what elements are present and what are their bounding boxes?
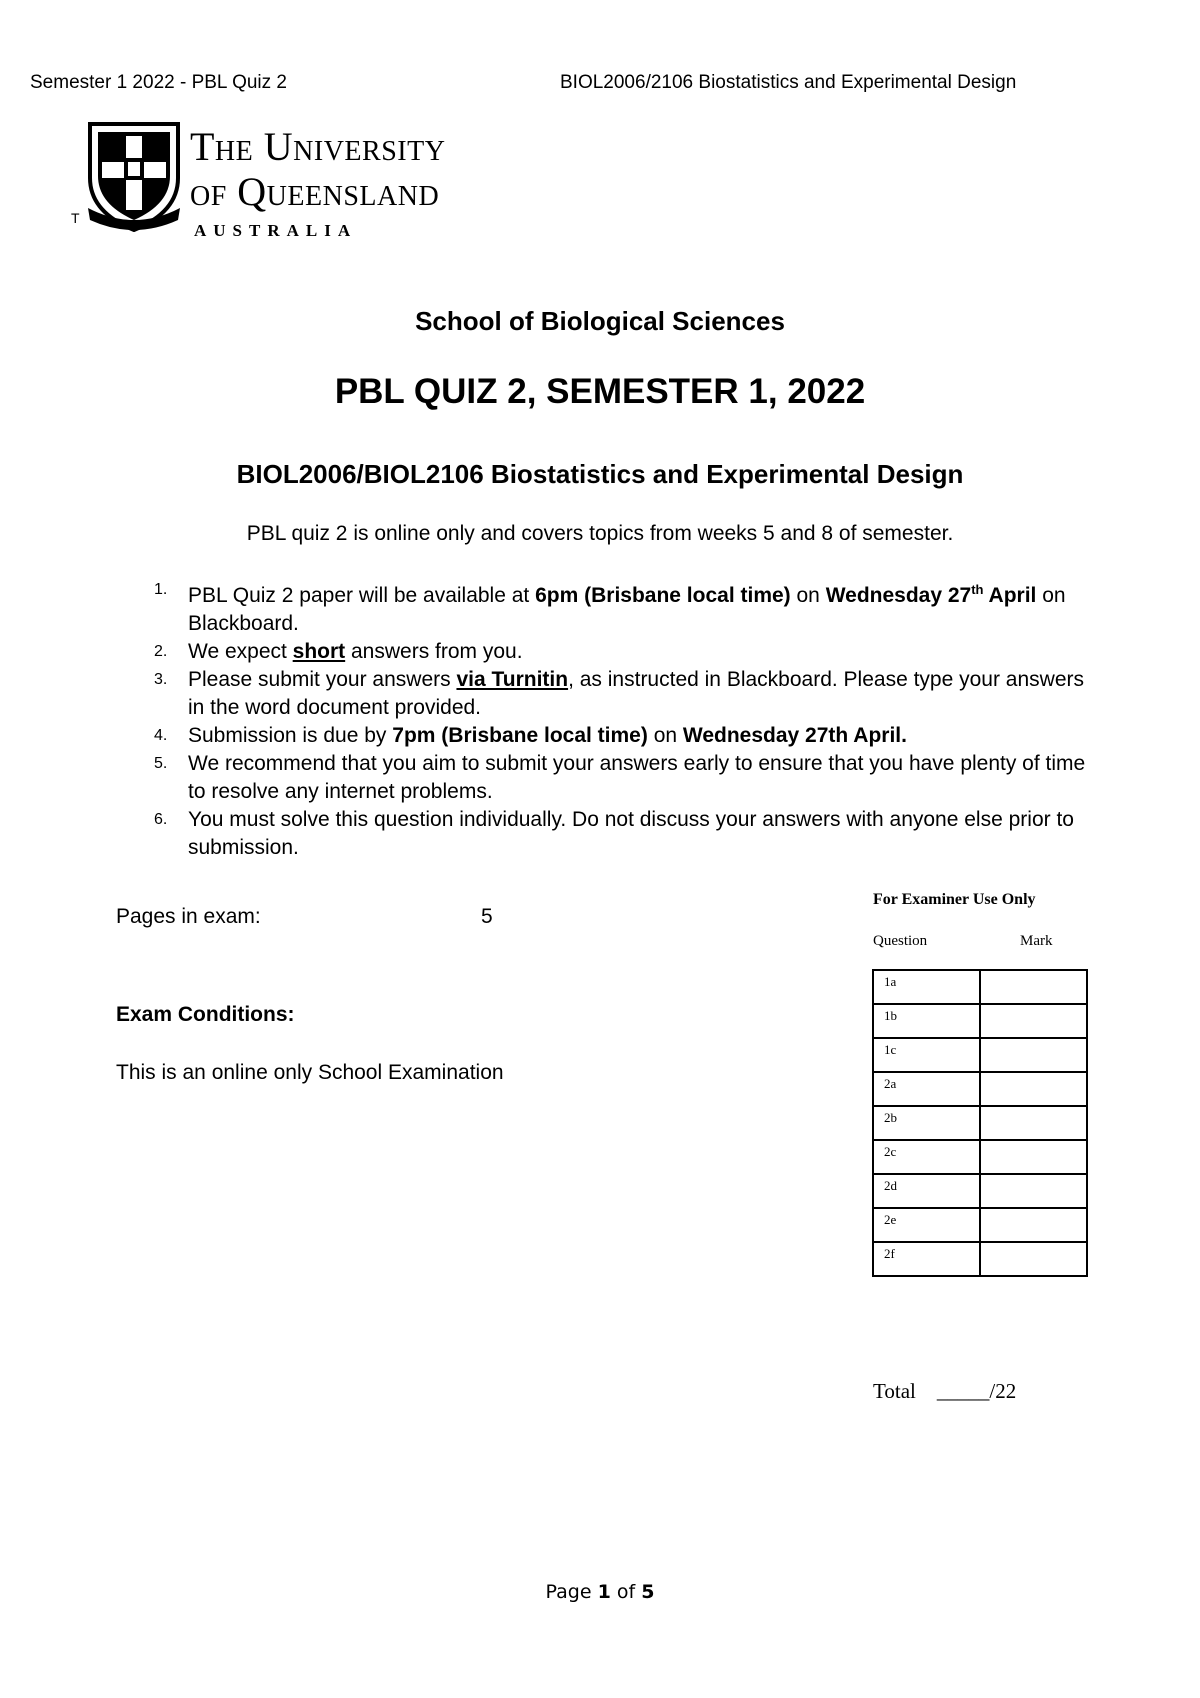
list-number: 1. — [154, 581, 168, 598]
question-cell: 2e — [873, 1208, 980, 1242]
instruction-emphasis: Wednesday 27 — [825, 584, 972, 607]
list-number: 2. — [154, 643, 168, 660]
examiner-marks-table — [872, 969, 1088, 1277]
list-number: 3. — [154, 671, 168, 688]
instruction-text: We recommend that you aim to submit your answers early to ensure that you have plenty of time to resolve any internet problems. — [188, 752, 1086, 803]
stray-mark: T — [71, 210, 80, 226]
table-row — [873, 970, 1087, 1004]
instruction-emphasis: 6pm (Brisbane local time) — [535, 584, 791, 607]
mark-cell — [980, 1038, 1087, 1072]
total-line — [873, 1379, 1016, 1404]
table-row — [873, 1242, 1087, 1276]
logo-text-australia: AUSTRALIA — [194, 221, 358, 240]
question-cell: 1c — [873, 1038, 980, 1072]
page-footer — [0, 1581, 1200, 1603]
header-left: Semester 1 2022 - PBL Quiz 2 — [30, 72, 287, 93]
question-cell: 2f — [873, 1242, 980, 1276]
page-title: PBL QUIZ 2, SEMESTER 1, 2022 — [334, 372, 866, 411]
course-title: BIOL2006/BIOL2106 Biostatistics and Experimental Design — [236, 459, 964, 489]
pages-value: 5 — [481, 905, 493, 928]
mark-cell — [980, 1208, 1087, 1242]
logo-text-university: The University — [190, 124, 446, 169]
footer-current-page: 1 — [597, 1581, 611, 1603]
total-max: /22 — [989, 1379, 1017, 1403]
mark-cell — [980, 970, 1087, 1004]
table-row — [873, 1140, 1087, 1174]
intro-text: PBL quiz 2 is online only and covers topics from weeks 5 and 8 of semester. — [246, 522, 954, 545]
question-cell: 2a — [873, 1072, 980, 1106]
table-row — [873, 1038, 1087, 1072]
mark-cell — [980, 1242, 1087, 1276]
university-crest-icon — [86, 120, 182, 232]
instruction-item — [140, 666, 1100, 722]
table-row — [873, 1208, 1087, 1242]
table-row — [873, 1072, 1087, 1106]
instruction-text: Submission is due by — [188, 724, 393, 747]
question-cell: 2b — [873, 1106, 980, 1140]
school-name: School of Biological Sciences — [415, 306, 785, 336]
footer-of-label: of — [610, 1581, 642, 1603]
column-header-mark: Mark — [1020, 933, 1053, 949]
instruction-text: on — [790, 584, 826, 607]
question-cell: 1a — [873, 970, 980, 1004]
instructions-list — [140, 576, 1100, 862]
instruction-emphasis: short — [292, 640, 346, 663]
instruction-item — [140, 750, 1100, 806]
list-number: 6. — [154, 811, 168, 828]
mark-cell — [980, 1004, 1087, 1038]
conditions-text: This is an online only School Examination — [116, 1061, 504, 1084]
column-header-question: Question — [873, 933, 928, 949]
mark-cell — [980, 1174, 1087, 1208]
question-cell: 1b — [873, 1004, 980, 1038]
instruction-text: on — [647, 724, 683, 747]
instruction-text: PBL Quiz 2 paper will be available at — [188, 584, 536, 607]
logo-text-queensland: of Queensland — [190, 169, 440, 214]
instruction-text: , as instructed in Blackboard. Please type your answers in the word document provided. — [188, 668, 1085, 719]
instruction-emphasis: April — [983, 584, 1037, 607]
total-blank: _____ — [936, 1379, 990, 1403]
instruction-text: Please submit your answers — [188, 668, 457, 691]
instruction-item — [140, 722, 1100, 750]
header-right: BIOL2006/2106 Biostatistics and Experimental Design — [560, 72, 1017, 93]
mark-cell — [980, 1106, 1087, 1140]
mark-cell — [980, 1140, 1087, 1174]
footer-page-label: Page — [545, 1581, 598, 1603]
instruction-text: We expect — [188, 640, 293, 663]
examiner-title: For Examiner Use Only — [873, 891, 1036, 908]
question-cell: 2d — [873, 1174, 980, 1208]
instruction-emphasis: Wednesday 27th April. — [682, 724, 907, 747]
instruction-item — [140, 806, 1100, 862]
table-row — [873, 1174, 1087, 1208]
total-label: Total — [873, 1379, 916, 1403]
conditions-heading: Exam Conditions: — [116, 1003, 295, 1026]
superscript: th — [971, 582, 984, 597]
pages-label: Pages in exam: — [116, 905, 261, 928]
instruction-emphasis: via Turnitin — [456, 668, 569, 691]
instruction-item — [140, 576, 1100, 638]
question-cell: 2c — [873, 1140, 980, 1174]
instruction-text: answers from you. — [345, 640, 523, 663]
footer-total-pages: 5 — [641, 1581, 655, 1603]
table-row — [873, 1004, 1087, 1038]
mark-cell — [980, 1072, 1087, 1106]
list-number: 4. — [154, 727, 168, 744]
instruction-emphasis: 7pm (Brisbane local time) — [392, 724, 648, 747]
table-row — [873, 1106, 1087, 1140]
instruction-item — [140, 638, 1100, 666]
instruction-text: on Blackboard. — [188, 584, 1066, 635]
instruction-text: You must solve this question individually. Do not discuss your answers with anyone else prior to submission. — [188, 808, 1074, 859]
list-number: 5. — [154, 755, 168, 772]
